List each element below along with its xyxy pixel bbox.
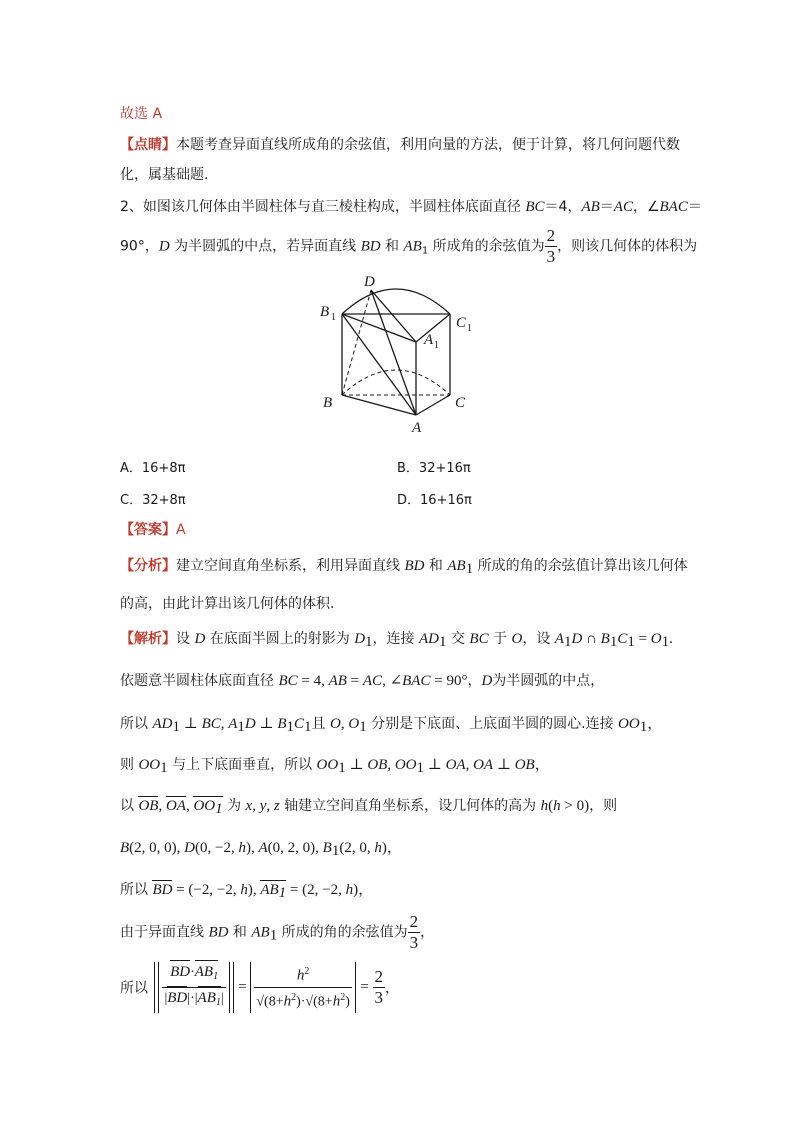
solution-line-3: 所以 $AD_1$ ⊥ BC, $A_1D$ ⊥ $B_1C_1$且 O, $O_1$ 分别是下底面、上底面半圆的圆心.连接 $OO_1$， <box>120 716 663 735</box>
option-b[interactable]: B．32+16π <box>397 461 471 476</box>
label-d: D <box>364 274 375 290</box>
svg-text:1: 1 <box>467 323 472 334</box>
solution-line-8: 由于异面直线 BD 和 $AB_1$ 所成的角的余弦值为 $\frac{2}{3}$ ， <box>120 912 435 952</box>
answer-value: A <box>176 522 186 538</box>
upper-semicircle <box>342 289 450 314</box>
option-a[interactable]: A．16+8π <box>120 461 186 476</box>
label-b: B <box>323 395 333 411</box>
label-a1: A <box>424 332 434 348</box>
label-c1: C <box>456 315 467 331</box>
problem-line-1: 2、如图该几何体由半圆柱体与直三棱柱构成，半圆柱体底面直径 BC＝4，AB＝AC，∠BAC＝ <box>120 199 702 215</box>
analysis-line-2: 的高，由此计算出该几何体的体积. <box>120 596 335 612</box>
edge-ba <box>342 395 416 415</box>
solution-line-1: 【解析】设 D 在底面半圆上的射影为 $D_1$，连接 $AD_1$ 交 BC 于 O，设 $A_1D$ ∩ $B_1C_1 = O_1$. <box>120 631 673 650</box>
answer-tag: 【答案】 <box>120 522 176 538</box>
solution-line-6: B(2, 0, 0), D(0, −2, h), A(0, 2, 0), $B_1(2$, 0, h)， <box>120 840 402 859</box>
label-c: C <box>455 395 466 411</box>
analysis-tag: 【分析】 <box>120 558 176 574</box>
dianjing-line-1: 【点睛】本题考查异面直线所成角的余弦值，利用向量的方法，便于计算，将几何问题代数 <box>120 137 680 153</box>
dianjing-line-2: 化，属基础题. <box>120 167 209 183</box>
label-b1: B <box>320 304 330 320</box>
option-c[interactable]: C．32+8π <box>120 493 186 508</box>
solution-line-7: 所以 BD = (−2, −2, h), $AB_1 = (2$, −2, h)， <box>120 882 374 901</box>
edge-ac <box>416 395 450 415</box>
choice-line: 故选 A <box>120 106 163 122</box>
answer-line <box>120 519 186 539</box>
edge-b1a1 <box>342 314 416 342</box>
solution-line-5: 以 OB, OA, $OO_1$ 为 x, y, z 轴建立空间直角坐标系，设几何体的高为 h(h > 0)，则 <box>120 798 618 817</box>
edge-da1 <box>371 290 416 342</box>
svg-text:1: 1 <box>331 312 336 323</box>
problem-line-2: 90°，D 为半圆弧的中点，若异面直线 BD 和 $AB_1$ 所成角的余弦值为 $\frac{2}{3}$ ，则该几何体的体积为 <box>120 226 698 266</box>
lower-semicircle-hidden <box>342 370 450 395</box>
option-d[interactable]: D．16+16π <box>397 493 472 508</box>
solution-line-9: 所以 $\frac{BD\cdot AB_1}{|BD|\cdot|AB_1|}$ = $\frac{h^2}{√(8+h^2)\cdot√(8+h^2)}$ = $\frac{2}{3}$ ， <box>120 962 399 1013</box>
edge-da <box>371 290 416 415</box>
solution-line-4: 则 $OO_1$ 与上下底面垂直，所以 $OO_1$ ⊥ OB, $OO_1$ ⊥ OA, OA ⊥ OB， <box>120 757 550 776</box>
geometry-figure <box>316 272 486 437</box>
solution-tag: 【解析】 <box>120 631 176 647</box>
label-a: A <box>412 420 422 436</box>
solution-line-2: 依题意半圆柱体底面直径 BC = 4, AB = AC, ∠BAC = 90°，D为半圆弧的中点， <box>120 673 605 689</box>
edge-bd-hidden <box>342 290 371 395</box>
dianjing-tag: 【点睛】 <box>120 137 176 153</box>
svg-text:1: 1 <box>434 340 439 351</box>
analysis-line-1: 【分析】建立空间直角坐标系，利用异面直线 BD 和 $AB_1$ 所成的角的余弦值计算出该几何体 <box>120 558 688 577</box>
fraction-two-thirds: $\frac{2}{3}$ <box>546 226 556 266</box>
